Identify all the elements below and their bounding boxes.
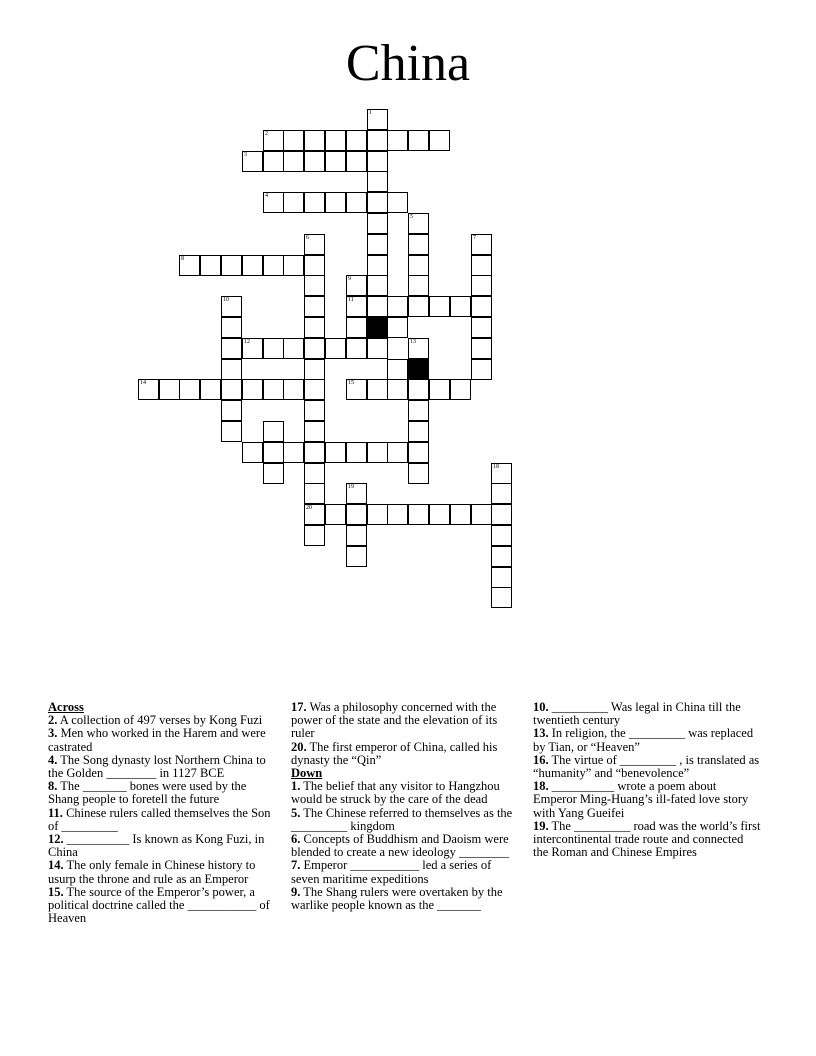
crossword-cell[interactable] <box>304 192 325 213</box>
clue-item <box>48 859 276 885</box>
crossword-cell[interactable] <box>408 400 429 421</box>
crossword-cell[interactable] <box>429 504 450 525</box>
crossword-cell[interactable] <box>346 504 367 525</box>
clue-number-label: 11. <box>48 805 63 820</box>
crossword-cell[interactable] <box>263 130 284 151</box>
clue-number-label: 16. <box>533 752 549 767</box>
clue-number: 10 <box>223 297 229 303</box>
crossword-cell[interactable] <box>242 151 263 172</box>
crossword-cell[interactable] <box>221 400 242 421</box>
crossword-cell[interactable] <box>346 275 367 296</box>
crossword-cell[interactable] <box>471 275 492 296</box>
crossword-cell[interactable] <box>263 421 284 442</box>
crossword-cell[interactable] <box>346 296 367 317</box>
crossword-cell[interactable] <box>346 130 367 151</box>
clue-number: 7 <box>473 235 476 241</box>
clue-number: 4 <box>265 193 268 199</box>
crossword-cell[interactable] <box>346 525 367 546</box>
crossword-cell[interactable] <box>471 234 492 255</box>
clue-number-label: 3. <box>48 726 58 741</box>
clue-number: 14 <box>140 380 146 386</box>
crossword-cell[interactable] <box>346 317 367 338</box>
crossword-cell[interactable] <box>367 255 388 276</box>
crossword-cell[interactable] <box>159 379 180 400</box>
crossword-cell[interactable] <box>304 255 325 276</box>
crossword-cell[interactable] <box>179 255 200 276</box>
crossword-cell[interactable] <box>387 192 408 213</box>
clue-text: Men who worked in the Harem and were castrated <box>48 726 266 754</box>
crossword-cell[interactable] <box>387 317 408 338</box>
clue-text: Was a philosophy concerned with the power of the state and the elevation of its ruler <box>291 700 498 741</box>
crossword-cell[interactable] <box>221 359 242 380</box>
clue-item <box>48 833 276 859</box>
clue-item <box>533 727 761 753</box>
clue-number-label: 15. <box>48 884 64 899</box>
crossword-cell[interactable] <box>263 192 284 213</box>
clue-text: The first emperor of China, called his dynasty the “Qin” <box>291 739 498 767</box>
crossword-cell[interactable] <box>387 442 408 463</box>
crossword-cell[interactable] <box>408 379 429 400</box>
clue-number-label: 1. <box>291 779 301 794</box>
clue-text: Emperor ___________ led a series of seven maritime expeditions <box>291 858 492 886</box>
crossword-cell[interactable] <box>367 379 388 400</box>
crossword-cell[interactable] <box>283 255 304 276</box>
clue-number: 8 <box>181 256 184 262</box>
crossword-cell[interactable] <box>179 379 200 400</box>
clue-number: 3 <box>244 152 247 158</box>
clue-text: __________ Is known as Kong Fuzi, in China <box>48 832 265 860</box>
clue-text: The virtue of _________ , is translated as “humanity” and “benevolence” <box>533 752 760 781</box>
crossword-cell[interactable] <box>242 255 263 276</box>
clue-item <box>291 859 519 885</box>
crossword-cell[interactable] <box>304 275 325 296</box>
clue-number: 5 <box>410 214 413 220</box>
crossword-cell[interactable] <box>367 171 388 192</box>
crossword-cell[interactable] <box>491 463 512 484</box>
crossword-cell[interactable] <box>408 275 429 296</box>
crossword-cell[interactable] <box>221 379 242 400</box>
clue-number-label: 13. <box>533 726 549 741</box>
clue-number-label: 9. <box>291 884 301 899</box>
clue-item <box>291 741 519 767</box>
clue-number: 1 <box>369 110 372 116</box>
clue-item <box>533 780 761 820</box>
clue-number-label: 2. <box>48 713 58 728</box>
crossword-cell[interactable] <box>283 338 304 359</box>
crossword-cell[interactable] <box>367 442 388 463</box>
clue-number: 20 <box>306 505 312 511</box>
clue-text: The Song dynasty lost Northern China to the Golden ________ in 1127 BCE <box>48 752 266 781</box>
clue-item <box>533 754 761 780</box>
crossword-cell[interactable] <box>346 546 367 567</box>
crossword-cell[interactable] <box>491 525 512 546</box>
crossword-cell[interactable] <box>221 296 242 317</box>
crossword-cell[interactable] <box>221 421 242 442</box>
crossword-cell[interactable] <box>471 296 492 317</box>
crossword-cell[interactable] <box>367 338 388 359</box>
clue-number-label: 17. <box>291 700 307 714</box>
clue-item <box>291 807 519 833</box>
clue-number: 13 <box>410 339 416 345</box>
crossword-cell[interactable] <box>200 379 221 400</box>
crossword-cell[interactable] <box>491 546 512 567</box>
clue-number: 9 <box>348 276 351 282</box>
clue-number-label: 8. <box>48 779 58 794</box>
crossword-cell[interactable] <box>387 296 408 317</box>
crossword-cell[interactable] <box>263 151 284 172</box>
crossword-cell[interactable] <box>304 400 325 421</box>
crossword-cell[interactable] <box>408 234 429 255</box>
clue-number-label: 18. <box>533 779 549 794</box>
clue-text: The _________ road was the world’s first intercontinental trade route and connected the Roman and Chinese Empires <box>533 818 761 860</box>
clue-number: 18 <box>493 464 499 470</box>
clue-number: 2 <box>265 131 268 137</box>
page-title: China <box>345 35 471 92</box>
clue-text: The source of the Emperor’s power, a political doctrine called the ___________ of Heaven <box>48 884 270 926</box>
across-heading: Across <box>48 700 84 714</box>
crossword-cell[interactable] <box>408 463 429 484</box>
crossword-cell[interactable] <box>387 130 408 151</box>
clue-text: _________ Was legal in China till the twentieth century <box>533 700 741 728</box>
crossword-cell[interactable] <box>283 379 304 400</box>
clue-text: __________ wrote a poem about Emperor Ming-Huang’s ill-fated love story with Yang Gueifei <box>533 779 749 820</box>
crossword-cell[interactable] <box>325 338 346 359</box>
crossword-cell[interactable] <box>450 504 471 525</box>
crossword-cell[interactable] <box>367 130 388 151</box>
crossword-cell[interactable] <box>304 442 325 463</box>
crossword-cell[interactable] <box>283 130 304 151</box>
clue-text: Chinese rulers called themselves the Son of _________ <box>48 805 271 833</box>
clue-item <box>533 820 761 860</box>
crossword-cell[interactable] <box>387 504 408 525</box>
crossword-cell[interactable] <box>325 130 346 151</box>
clue-item <box>291 701 519 741</box>
clue-item <box>291 780 519 806</box>
clue-number: 12 <box>244 339 250 345</box>
crossword-cell[interactable] <box>408 296 429 317</box>
crossword-cell[interactable] <box>304 338 325 359</box>
clue-number-label: 19. <box>533 818 549 833</box>
crossword-cell[interactable] <box>408 213 429 234</box>
crossword-cell[interactable] <box>429 296 450 317</box>
crossword-cell[interactable] <box>263 379 284 400</box>
clue-number: 6 <box>306 235 309 241</box>
crossword-cell[interactable] <box>367 109 388 130</box>
crossword-cell[interactable] <box>491 567 512 588</box>
crossword-cell[interactable] <box>367 234 388 255</box>
crossword-cell[interactable] <box>304 421 325 442</box>
crossword-cell[interactable] <box>263 442 284 463</box>
clue-number-label: 14. <box>48 858 64 873</box>
crossword-cell[interactable] <box>471 504 492 525</box>
crossword-cell[interactable] <box>346 192 367 213</box>
crossword-cell[interactable] <box>471 359 492 380</box>
clue-text: Concepts of Buddhism and Daoism were blended to create a new ideology ________ <box>291 832 509 860</box>
crossword-cell[interactable] <box>221 317 242 338</box>
crossword-cell[interactable] <box>491 483 512 504</box>
crossword-cell[interactable] <box>304 296 325 317</box>
crossword-cell[interactable] <box>367 504 388 525</box>
clue-item <box>48 727 276 753</box>
crossword-cell[interactable] <box>200 255 221 276</box>
clue-number: 11 <box>348 297 354 303</box>
clue-text: A collection of 497 verses by Kong Fuzi <box>57 713 263 728</box>
clue-number: 19 <box>348 484 354 490</box>
clue-item <box>533 701 761 727</box>
down-heading: Down <box>291 766 323 781</box>
crossword-cell[interactable] <box>346 151 367 172</box>
crossword-cell[interactable] <box>450 296 471 317</box>
crossword-cell[interactable] <box>325 442 346 463</box>
crossword-cell[interactable] <box>387 379 408 400</box>
crossword-cell[interactable] <box>346 338 367 359</box>
crossword-cell[interactable] <box>471 255 492 276</box>
crossword-block-cell <box>367 317 388 338</box>
crossword-cell[interactable] <box>471 317 492 338</box>
crossword-cell[interactable] <box>242 379 263 400</box>
crossword-cell[interactable] <box>283 151 304 172</box>
clue-number-label: 20. <box>291 739 307 754</box>
crossword-cell[interactable] <box>263 255 284 276</box>
crossword-cell[interactable] <box>346 379 367 400</box>
crossword-cell[interactable] <box>408 504 429 525</box>
crossword-cell[interactable] <box>304 525 325 546</box>
clue-number-label: 7. <box>291 858 301 873</box>
crossword-cell[interactable] <box>491 504 512 525</box>
crossword-cell[interactable] <box>283 442 304 463</box>
clue-text: The Shang rulers were overtaken by the warlike people known as the _______ <box>291 884 503 913</box>
clue-number-label: 12. <box>48 832 64 847</box>
clue-text: The only female in Chinese history to usurp the throne and rule as an Emperor <box>48 858 256 886</box>
clue-item <box>291 886 519 912</box>
crossword-block-cell <box>408 359 429 380</box>
crossword-cell[interactable] <box>304 151 325 172</box>
crossword-cell[interactable] <box>325 504 346 525</box>
clues-column-2 <box>291 701 519 912</box>
crossword-cell[interactable] <box>221 255 242 276</box>
crossword-cell[interactable] <box>367 296 388 317</box>
crossword-cell[interactable] <box>408 442 429 463</box>
crossword-cell[interactable] <box>367 275 388 296</box>
crossword-cell[interactable] <box>138 379 159 400</box>
crossword-cell[interactable] <box>242 442 263 463</box>
crossword-cell[interactable] <box>346 483 367 504</box>
crossword-cell[interactable] <box>471 338 492 359</box>
crossword-cell[interactable] <box>304 234 325 255</box>
crossword-cell[interactable] <box>367 192 388 213</box>
crossword-cell[interactable] <box>408 338 429 359</box>
crossword-cell[interactable] <box>429 130 450 151</box>
clue-item <box>48 780 276 806</box>
crossword-cell[interactable] <box>304 359 325 380</box>
crossword-cell[interactable] <box>304 483 325 504</box>
clue-text: The Chinese referred to themselves as the _________ kingdom <box>291 805 513 833</box>
crossword-cell[interactable] <box>304 317 325 338</box>
crossword-cell[interactable] <box>263 338 284 359</box>
clue-text: The belief that any visitor to Hangzhou would be struck by the care of the dead <box>291 779 500 807</box>
crossword-cell[interactable] <box>221 338 242 359</box>
crossword-cell[interactable] <box>387 359 408 380</box>
crossword-cell[interactable] <box>491 587 512 608</box>
crossword-cell[interactable] <box>408 255 429 276</box>
crossword-cell[interactable] <box>304 379 325 400</box>
clues-column-3 <box>533 701 761 859</box>
clue-item <box>48 807 276 833</box>
clue-item <box>291 833 519 859</box>
crossword-cell[interactable] <box>450 379 471 400</box>
crossword-cell[interactable] <box>429 379 450 400</box>
crossword-cell[interactable] <box>346 442 367 463</box>
crossword-cell[interactable] <box>367 151 388 172</box>
clue-number-label: 4. <box>48 752 58 767</box>
crossword-cell[interactable] <box>325 192 346 213</box>
crossword-cell[interactable] <box>325 151 346 172</box>
crossword-cell[interactable] <box>263 463 284 484</box>
crossword-cell[interactable] <box>242 338 263 359</box>
crossword-cell[interactable] <box>304 130 325 151</box>
clue-item <box>48 886 276 926</box>
clue-number-label: 10. <box>533 700 549 714</box>
crossword-cell[interactable] <box>304 463 325 484</box>
clue-item <box>48 754 276 780</box>
clues-column-1 <box>48 701 276 925</box>
crossword-cell[interactable] <box>283 192 304 213</box>
crossword-cell[interactable] <box>304 504 325 525</box>
clue-number-label: 5. <box>291 805 301 820</box>
crossword-cell[interactable] <box>367 213 388 234</box>
clue-number-label: 6. <box>291 832 301 847</box>
crossword-cell[interactable] <box>408 421 429 442</box>
crossword-cell[interactable] <box>408 130 429 151</box>
clue-number: 15 <box>348 380 354 386</box>
clue-text: The _______ bones were used by the Shang people to foretell the future <box>48 779 247 807</box>
clue-text: In religion, the _________ was replaced by Tian, or “Heaven” <box>533 726 754 754</box>
